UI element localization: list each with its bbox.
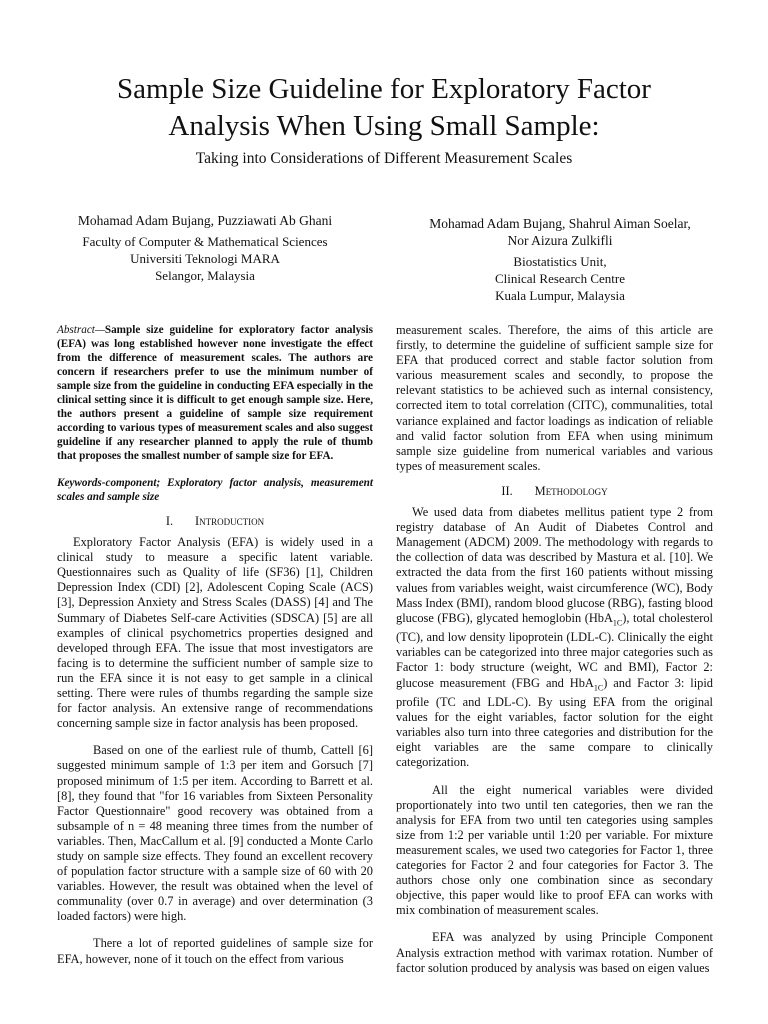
section-title: Methodology [534, 483, 608, 498]
author-names: Mohamad Adam Bujang, Shahrul Aiman Soelar, [429, 216, 691, 231]
title-line-2: Analysis When Using Small Sample: [168, 110, 600, 142]
paper-subtitle: Taking into Considerations of Different Measurement Scales [195, 150, 573, 167]
author-affiliation-line: Kuala Lumpur, Malaysia [495, 288, 625, 303]
methodology-text: We used data from diabetes mellitus patient type 2 from registry database of An Audit of Diabetes Control and Management (ADCM) 2009. The methodology with regards to the collection of data was described by Mastura et al. [10]. We extracted the data from the first 160 patients without missing values from variables weight, waist circumference (WC), Body Mass Index (BMI), random blood glucose (RBG), fasting blood glucose (FBG), glycated hemoglobin (HbA [396, 505, 713, 625]
author-affiliation-line: Selangor, Malaysia [155, 268, 255, 283]
keywords: Keywords-component; Exploratory factor analysis, measurement scales and sample size [57, 477, 373, 503]
methodology-text: ) and Factor 3: lipid profile (TC and LDL-C). By using EFA from the original values for the eight variables, factor solution for the eight variables also turn into three categories and distribution for the eight variables are the same compare to clinically categorization. [396, 675, 713, 770]
methodology-paragraph-3: EFA was analyzed by using Principle Component Analysis extraction method with varimax rotation. Number of factor solution produced by analysis was based on eigen values [396, 930, 713, 975]
author-block-2 [395, 215, 725, 304]
title-line-1: Sample Size Guideline for Exploratory Factor [117, 73, 651, 105]
subscript: 1C [612, 618, 623, 628]
intro-paragraph-1: Exploratory Factor Analysis (EFA) is widely used in a clinical study to measure a specific latent variable. Questionnaires such as Quality of life (SF36) [1], Children Depression Index (CDI) [2], Adolescent Coping Scale (ACS) [3], Depression Anxiety and Stress Scales (DASS) [4] and The Summary of Diabetes Self-care Activities (SDSCA) [5] are all examples of clinical psychometrics properties designed and developed through EFA. The issue that most investigators are facing is to determine the sufficient number of sample size to run the EFA since it is not easy to get sample in a clinical setting. There were rules of thumbs regarding the sample size for factor analysis. An extensive range of recommendations concerning sample size in factor analysis has been proposed. [57, 535, 373, 731]
author-affiliation-line: Universiti Teknologi MARA [130, 251, 280, 266]
subscript: 1C [593, 683, 604, 692]
section-heading-methodology [396, 484, 713, 499]
section-number: II. [501, 483, 513, 498]
intro-paragraph-3: There a lot of reported guidelines of sample size for EFA, however, none of it touch on the effect from various [57, 936, 373, 966]
left-column [57, 323, 373, 967]
author-affiliation-line: Faculty of Computer & Mathematical Sciences [82, 234, 328, 249]
section-heading-introduction [57, 514, 373, 529]
intro-paragraph-2: Based on one of the earliest rule of thumb, Cattell [6] suggested minimum sample of 1:3 per item and Gorsuch [7] proposed minimum of 1:5 per item. According to Barrett et al. [8], they found that "for 16 variables from Sixteen Personality Factor Questionnaire" good recovery was obtained from a subsample of n = 48 meaning three times from the number of variables. Then, MacCallum et al. [9] conducted a Monte Carlo study on sample size effects. They found an excellent recovery of population factor structure with a sample size of 60 with 20 variables. However, the result was obtained when the level of communality (over 0.7 in average) and over determination (3 loaded factors) were high. [57, 743, 373, 924]
section-title: Introduction [195, 514, 265, 528]
author-affiliation-line: Biostatistics Unit, [513, 254, 607, 269]
author-names: Mohamad Adam Bujang, Puzziawati Ab Ghani [77, 213, 333, 228]
section-number: I. [165, 514, 174, 528]
abstract [57, 323, 373, 463]
methodology-paragraph-2: All the eight numerical variables were divided proportionately into two until ten categories, then we ran the analysis for EFA from two until ten categories using samples size from 1:2 per variable until 1:20 per variable. For mixture measurement scales, we used two categories for Factor 1, three categories for Factor 2 and four categories for Factor 3. The authors chose only one combination since as secondary objective, this paper would like to proof EFA can works with mix combination of measurement scales. [396, 782, 713, 918]
methodology-paragraph-1 [396, 505, 713, 771]
author-names: Nor Aizura Zulkifli [507, 233, 613, 248]
author-affiliation-line: Clinical Research Centre [495, 271, 625, 286]
abstract-lead: Abstract— [57, 324, 105, 336]
methodology-text: ), total cholesterol (TC), and low density lipoprotein (LDL-C). Clinically the eight variables can be categorized into three major categories such as Factor 1: body structure (weight, WC and BMI), Factor 2: glucose measurement (FBG and HbA [396, 610, 713, 690]
paper-title [40, 71, 728, 145]
right-column [396, 323, 713, 976]
intro-paragraph-continued: measurement scales. Therefore, the aims of this article are firstly, to determine the guideline of sufficient sample size for EFA that produced correct and stable factor solution from various measurement scales and secondly, to propose the relevant statistics to be achieved such as internal consistency, corrected item to total correlation (CITC), communalities, total variance explained and factor loadings as indication of reliable and valid factor solution from EFA when using minimum sample size guideline from numerical variables and various types of measurement scales. [396, 323, 713, 473]
abstract-text: Sample size guideline for exploratory factor analysis (EFA) was long established however none investigate the effect from the difference of measurement scales. The authors are concern if researchers prefer to use the minimum number of sample size from the guideline in conducting EFA especially in the clinical setting since it is difficult to get enough sample size. Here, the authors present a guideline of sample size requirement according to various types of measurement scales and also suggest guideline if any researcher planned to apply the rule of thumb that proposes the smallest number of sample size for EFA. [57, 324, 373, 462]
author-block-1 [55, 212, 355, 284]
